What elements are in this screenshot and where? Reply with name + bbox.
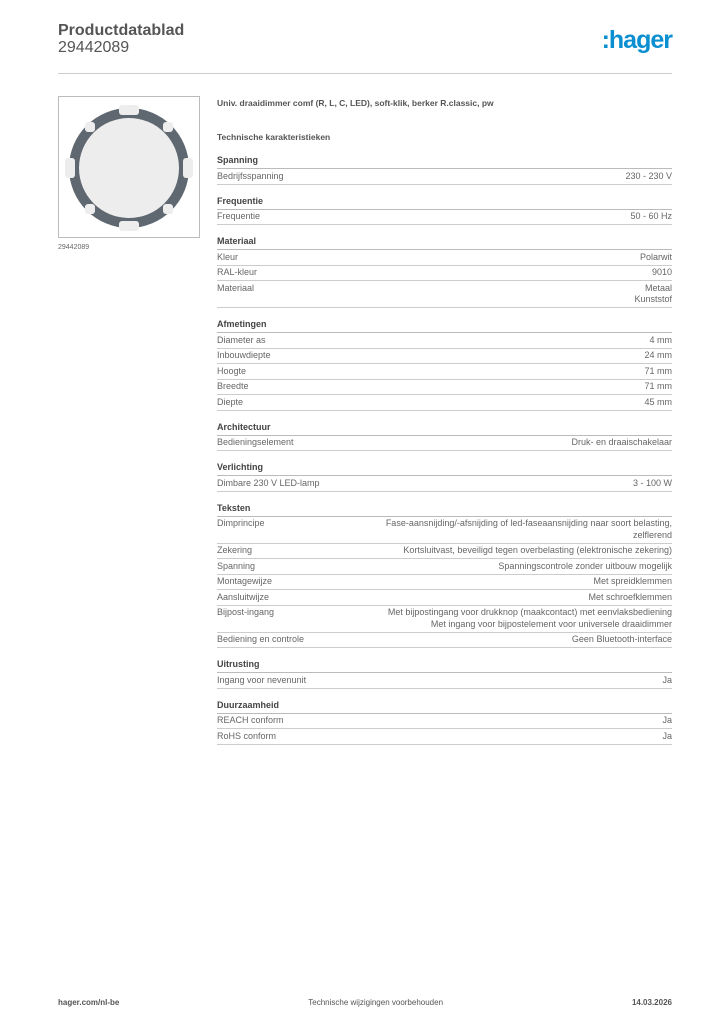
spec-section	[217, 502, 672, 649]
spec-section	[217, 195, 672, 226]
spec-value: 50 - 60 Hz	[630, 211, 672, 221]
spec-label: Montagewijze	[217, 576, 273, 586]
spec-value: Metaal Kunststof	[634, 282, 672, 304]
spec-label: Ingang voor nevenunit	[217, 674, 307, 685]
spec-value: Met bijpostingang voor drukknop (maakcontact) met eenvlaksbediening Met ingang voor bijpostelement voor universele draaidimmer	[387, 607, 672, 629]
spec-label: REACH conform	[217, 715, 284, 725]
dimmer-frame-icon	[59, 97, 199, 237]
section-heading: Spanning	[217, 154, 672, 169]
spec-row	[217, 333, 672, 349]
spec-label: Spanning	[217, 560, 256, 571]
spec-value: 71 mm	[644, 365, 672, 376]
spec-value: Met schroefklemmen	[588, 591, 672, 602]
spec-row	[217, 590, 672, 606]
tech-heading: Technische karakteristieken	[217, 132, 331, 142]
spec-section	[217, 658, 672, 689]
spec-row	[217, 281, 672, 308]
spec-label: Kleur	[217, 251, 239, 262]
spec-section	[217, 421, 672, 452]
spec-row	[217, 633, 672, 649]
spec-label: Dimbare 230 V LED-lamp	[217, 477, 320, 488]
spec-label: Diepte	[217, 396, 244, 407]
logo-text: hager	[608, 26, 672, 54]
spec-row	[217, 349, 672, 365]
footer	[58, 998, 672, 1007]
spec-label: RAL-kleur	[217, 267, 258, 277]
spec-label: Bediening en controle	[217, 634, 305, 644]
spec-label: Bijpost-ingang	[217, 607, 275, 617]
spec-row	[217, 476, 672, 492]
spec-value: Polarwit	[639, 251, 672, 262]
spec-section	[217, 461, 672, 492]
spec-label: Materiaal	[217, 282, 255, 293]
spec-value: Druk- en draaischakelaar	[571, 437, 672, 447]
spec-value: 4 mm	[649, 334, 672, 345]
section-heading: Architectuur	[217, 421, 672, 436]
spec-sections	[217, 154, 672, 745]
section-heading: Verlichting	[217, 461, 672, 476]
spec-section	[217, 699, 672, 745]
spec-section	[217, 154, 672, 185]
spec-section	[217, 235, 672, 308]
image-caption: 29442089	[58, 244, 90, 251]
spec-label: Diameter as	[217, 334, 266, 345]
spec-row	[217, 559, 672, 575]
spec-value: Met spreidklemmen	[593, 576, 672, 586]
spec-label: RoHS conform	[217, 730, 277, 741]
spec-label: Aansluitwijze	[217, 591, 270, 602]
spec-label: Bedrijfsspanning	[217, 170, 284, 181]
spec-label: Zekering	[217, 545, 253, 555]
spec-content	[217, 96, 672, 745]
spec-row	[217, 364, 672, 380]
page-title: Productdatablad	[58, 22, 185, 39]
spec-value: 3 - 100 W	[632, 477, 672, 488]
section-heading: Teksten	[217, 502, 672, 517]
spec-row	[217, 673, 672, 689]
footer-date: 14.03.2026	[631, 998, 672, 1007]
spec-row	[217, 517, 672, 544]
spec-row	[217, 544, 672, 560]
spec-label: Bedieningselement	[217, 437, 294, 447]
spec-value: Geen Bluetooth-interface	[571, 634, 672, 644]
spec-value: Fase-aansnijding/-afsnijding of led-faseaansnijding naar soort belasting, zelflerend	[385, 518, 672, 540]
section-heading: Uitrusting	[217, 658, 672, 673]
section-heading: Afmetingen	[217, 318, 672, 333]
spec-row	[217, 380, 672, 396]
spec-value: 71 mm	[644, 381, 672, 391]
footer-disclaimer: Technische wijzigingen voorbehouden	[308, 998, 444, 1007]
spec-label: Inbouwdiepte	[217, 350, 271, 360]
spec-row	[217, 575, 672, 591]
spec-value: 230 - 230 V	[625, 170, 672, 181]
spec-value: Ja	[662, 715, 672, 725]
section-heading: Duurzaamheid	[217, 699, 672, 714]
spec-row	[217, 729, 672, 745]
spec-row	[217, 714, 672, 730]
footer-website: hager.com/nl-be	[58, 998, 120, 1007]
spec-value: Kortsluitvast, beveiligd tegen overbelasting (elektronische zekering)	[403, 545, 672, 555]
spec-row	[217, 210, 672, 226]
section-heading: Frequentie	[217, 195, 672, 210]
spec-row	[217, 250, 672, 266]
spec-label: Breedte	[217, 381, 249, 391]
section-heading: Materiaal	[217, 235, 672, 250]
spec-value: Ja	[662, 674, 672, 685]
spec-value: 24 mm	[644, 350, 672, 360]
header-divider	[58, 73, 672, 74]
product-image	[58, 96, 200, 238]
spec-value: Ja	[662, 730, 672, 741]
product-name: Univ. draaidimmer comf (R, L, C, LED), soft-klik, berker R.classic, pw	[217, 98, 494, 108]
spec-row	[217, 266, 672, 282]
spec-label: Dimprincipe	[217, 518, 265, 528]
spec-row	[217, 436, 672, 452]
spec-label: Hoogte	[217, 365, 247, 376]
spec-row	[217, 606, 672, 633]
spec-section	[217, 318, 672, 411]
spec-row	[217, 395, 672, 411]
spec-label: Frequentie	[217, 211, 261, 221]
spec-row	[217, 169, 672, 185]
spec-value: Spanningscontrole zonder uitbouw mogelijk	[498, 560, 672, 571]
hager-logo: :hager	[601, 26, 672, 54]
spec-value: 9010	[651, 267, 672, 277]
spec-value: 45 mm	[644, 396, 672, 407]
product-number: 29442089	[58, 39, 130, 56]
